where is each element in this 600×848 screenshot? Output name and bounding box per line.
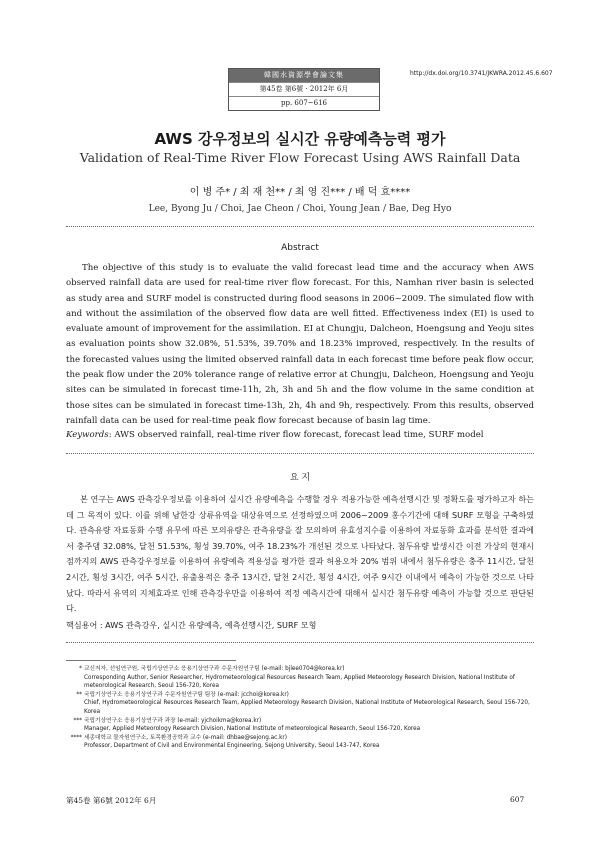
footnote-line: Chief, Hydrometeorological Resources Research Team, Applied Meteorology Research Division, National Institute of Meteorological Research, Seoul 156-720, Korea [84,700,530,715]
paper-title-english: Validation of Real-Time River Flow Forecast Using AWS Rainfall Data [79,150,521,165]
abstract-heading: Abstract [281,243,319,253]
footnotes [66,665,536,751]
footnote-mark: **** [70,734,82,741]
authors-korean: 이 병 주* / 최 재 천** / 최 영 진*** / 배 덕 효**** [189,187,411,198]
footnote-rule [66,660,236,661]
footnote-mark: * [79,666,82,672]
footer-volume-info: 第45卷 第6號 2012年 6月 [66,796,157,805]
footnote-4 [66,734,536,751]
paper-title-korean: AWS 강우정보의 실시간 유량예측능력 평가 [154,130,446,148]
footnote-3 [66,717,536,734]
keywords-korean: 핵심용어 : AWS 관측강우, 실시간 유량예측, 예측선행시간, SURF 모형 [66,620,317,630]
footnote-line: 국립기상연구소 응용기상연구과 과장 (e-mail: yjchoikma@korea.kr) [84,717,262,724]
authors-english: Lee, Byong Ju / Choi, Jae Cheon / Choi, Young Jean / Bae, Deg Hyo [148,204,452,214]
page-range: pp. 607~616 [229,96,379,110]
footnote-line: Corresponding Author, Senior Researcher, Hydrometeorological Resources Research Team, Applied Meteorology Research Division, National Institute of meteorological Research, Seoul 156-720, Korea [84,674,515,690]
footnote-line: 국립기상연구소 응용기상연구과 수문자원연구팀 팀장 (e-mail: jcchoi@korea.kr) [84,691,289,698]
yoji-heading: 요 지 [289,473,311,483]
abstract-body: The objective of this study is to evaluate the valid forecast lead time and the accuracy when AWS observed rainfall data are used for real-time river flow forecast. For this, Namhan river basin is selected as study area and SURF model is constructed during flood seasons in 2006~2009. The simulated flow with and without the assimilation of the observed flow data are well fitted. Effectiveness index (EI) is used to evaluate amount of improvement for the assimilation. EI at Chungju, Dalcheon, Hoengsung and Yeoju sites as evaluation points show 32.08%, 51.53%, 39.70% and 18.23% improved, respectively. In the results of the forecasted values using the limited observed rainfall data in each forecast time before peak flow occur, the peak flow under the 20% tolerance range of relative error at Chungju, Dalcheon, Hoengsung and Yeoju sites can be simulated in forecast time-11h, 2h, 3h and 5h and the flow volume in the same condition at those sites can be simulated in forecast time-13h, 2h, 4h and 9h, respectively. From this results, observed rainfall data can be used for real-time peak flow forecast because of basin lag time. [66,263,534,426]
divider-bottom [66,642,534,643]
keywords-label: Keywords [66,430,109,440]
footnote-1 [66,665,536,691]
footnote-line: Manager, Applied Meteorology Research Division, National Institute of meteorological Research, Seoul 156-720, Korea [84,726,421,733]
page-number: 607 [510,795,525,804]
journal-name: 韓國水資源學會論文集 [229,69,379,82]
doi-link[interactable]: http://dx.doi.org/10.3741/JKWRA.2012.45.6.607 [410,70,553,77]
footnote-line: 교신저자, 선임연구원, 국립기상연구소 응용기상연구과 수문자원연구팀 (e-mail: bjlee0704@korea.kr) [84,666,345,672]
yoji-body: 본 연구는 AWS 관측강우정보를 이용하여 실시간 유량예측을 수행할 경우 적용가능한 예측선행시간 및 정확도를 평가하고자 하는데 그 목적이 있다. 이를 위해 남한강 상류유역을 대상유역으로 선정하였으며 2006~2009 홍수기간에 대해 SURF 모형을 구축하였다. 관측유량 자료동화 수행 유무에 따른 모의유량은 관측유량을 잘 모의하며 유효성지수를 이용하여 자료동화 효과를 분석한 결과에서 충주댐 32.08%, 달천 51.53%, 횡성 39.70%, 여주 18.23%가 개선된 것으로 나타났다. 첨두유량 발생시간 이전 가상의 현재시점까지의 AWS 관측강우정보를 이용하여 유량예측 적용성을 평가한 결과 허용오차 20% 범위 내에서 첨두유량은 충주 11시간, 달천 2시간, 횡성 3시간, 여주 5시간, 유출용적은 충주 13시간, 달천 2시간, 횡성 4시간, 여주 9시간 이내에서 예측이 가능한 것으로 나타났다. 따라서 유역의 지체효과로 인해 관측강우만을 이용하여 적정 예측시간에 대해서 실시간 첨두유량 예측이 가능할 것으로 판단된다. [66,494,534,614]
volume-issue: 第45卷 第6號 · 2012年 6月 [229,82,379,96]
footnote-2 [66,691,536,717]
keywords-english [66,430,534,440]
footnote-mark: ** [76,691,82,698]
keywords-list: : AWS observed rainfall, real-time river flow forecast, forecast lead time, SURF model [108,430,484,440]
footnote-line: 세종대학교 물자원연구소, 토목환경공학과 교수 (e-mail: dhbae@sejong.ac.kr) [84,734,287,741]
footnote-line: Professor, Department of Civil and Environmental Engineering, Sejong University, Seoul 143-747, Korea [84,743,380,750]
divider-top [66,226,534,227]
divider-middle [66,453,534,454]
footnote-mark: *** [73,717,82,724]
journal-info-box [228,68,380,111]
